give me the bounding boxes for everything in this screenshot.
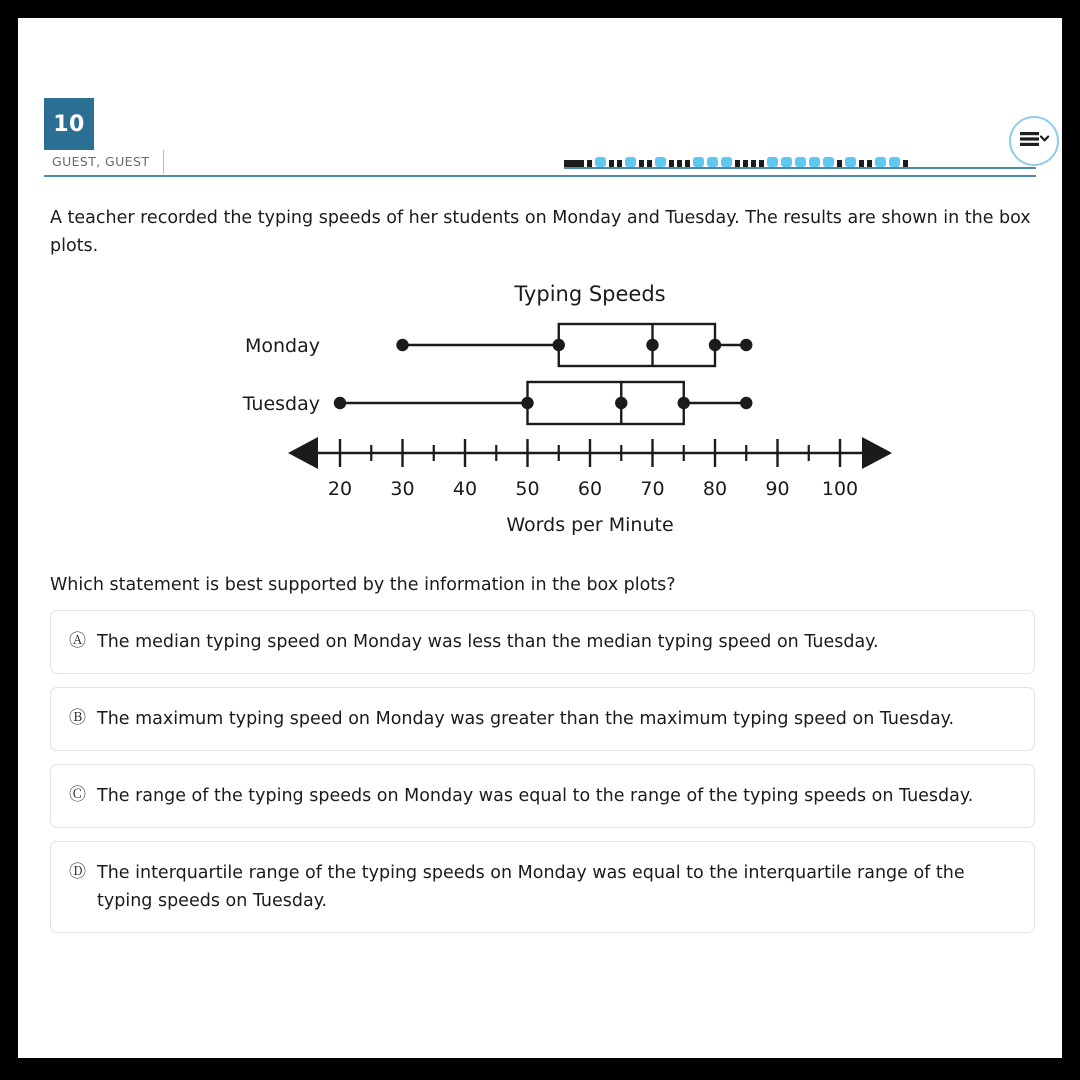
hamburger-chevron-icon	[1018, 128, 1050, 154]
progress-segment[interactable]	[837, 160, 842, 167]
category-label: Monday	[244, 335, 320, 357]
choice-letter-badge: Ⓐ	[69, 631, 86, 651]
progress-segment[interactable]	[617, 160, 622, 167]
x-axis	[288, 437, 892, 536]
marker-median	[615, 397, 627, 409]
box-plot-figure	[50, 273, 1035, 543]
progress-segment[interactable]	[903, 160, 908, 167]
choice-letter-badge: Ⓓ	[69, 862, 86, 882]
progress-strip[interactable]	[564, 149, 1036, 167]
marker-max	[740, 397, 752, 409]
marker-median	[646, 339, 658, 351]
question-stem: A teacher recorded the typing speeds of her students on Monday and Tuesday. The results are shown in the box plots.	[50, 208, 1031, 256]
choice-text: The interquartile range of the typing speeds on Monday was equal to the interquartile range of the typing speeds on Tuesday.	[97, 863, 965, 911]
x-axis-label: Words per Minute	[506, 514, 674, 536]
axis-arrow-left-icon	[288, 437, 318, 469]
answer-choice-b[interactable]	[50, 687, 1035, 751]
x-tick-label: 50	[515, 478, 540, 500]
choice-text: The maximum typing speed on Monday was greater than the maximum typing speed on Tuesday.	[97, 709, 955, 729]
marker-q3	[709, 339, 721, 351]
x-tick-label: 90	[765, 478, 790, 500]
box-plot-svg	[50, 273, 1035, 543]
choice-text: The median typing speed on Monday was less than the median typing speed on Tuesday.	[97, 632, 879, 652]
progress-segment[interactable]	[693, 157, 704, 167]
question-header	[18, 18, 1062, 178]
progress-segment[interactable]	[795, 157, 806, 167]
progress-segment[interactable]	[587, 160, 592, 167]
answer-choice-list	[50, 610, 1035, 946]
progress-baseline	[564, 167, 1036, 169]
answer-choice-a[interactable]	[50, 610, 1035, 674]
choice-letter-badge: Ⓑ	[69, 708, 86, 728]
progress-segment[interactable]	[781, 157, 792, 167]
guest-user-label: GUEST, GUEST	[44, 150, 164, 174]
progress-segment[interactable]	[759, 160, 764, 167]
progress-segment[interactable]	[809, 157, 820, 167]
x-tick-label: 40	[452, 478, 478, 500]
progress-segment[interactable]	[595, 157, 606, 167]
choice-letter-badge: Ⓒ	[69, 785, 86, 805]
user-bar	[44, 150, 164, 174]
progress-segment[interactable]	[751, 160, 756, 167]
progress-segment[interactable]	[721, 157, 732, 167]
choice-text: The range of the typing speeds on Monday was equal to the range of the typing speeds on Tuesday.	[97, 786, 974, 806]
marker-max	[740, 339, 752, 351]
category-label: Tuesday	[242, 393, 320, 415]
chart-title: Typing Speeds	[514, 282, 666, 306]
progress-segment[interactable]	[685, 160, 690, 167]
box-plot-series-monday	[245, 324, 752, 366]
marker-min	[396, 339, 408, 351]
progress-segment[interactable]	[845, 157, 856, 167]
progress-segment[interactable]	[743, 160, 748, 167]
progress-segment[interactable]	[859, 160, 864, 167]
progress-segment[interactable]	[823, 157, 834, 167]
x-tick-label: 80	[702, 478, 728, 500]
marker-q3	[678, 397, 690, 409]
axis-arrow-right-icon	[862, 437, 892, 469]
marker-min	[334, 397, 346, 409]
marker-q1	[521, 397, 533, 409]
progress-segment[interactable]	[655, 157, 666, 167]
x-tick-label: 20	[327, 478, 353, 500]
box-iqr	[528, 382, 684, 424]
progress-segment[interactable]	[609, 160, 614, 167]
answer-choice-c[interactable]	[50, 764, 1035, 828]
progress-segment[interactable]	[677, 160, 682, 167]
progress-segment[interactable]	[564, 160, 584, 167]
progress-segment[interactable]	[669, 160, 674, 167]
progress-segment[interactable]	[767, 157, 778, 167]
progress-segment[interactable]	[639, 160, 644, 167]
page-frame	[18, 18, 1062, 1058]
progress-segment[interactable]	[875, 157, 886, 167]
question-prompt: Which statement is best supported by the information in the box plots?	[50, 575, 676, 595]
header-divider	[44, 175, 1036, 177]
x-tick-label: 100	[821, 478, 859, 500]
x-tick-label: 30	[390, 478, 415, 500]
x-tick-label: 60	[577, 478, 603, 500]
box-plot-series-tuesday	[242, 382, 753, 424]
box-iqr	[559, 324, 715, 366]
marker-q1	[553, 339, 565, 351]
answer-choice-d[interactable]	[50, 841, 1035, 933]
question-number-badge: 10	[44, 98, 94, 150]
progress-segment[interactable]	[647, 160, 652, 167]
menu-button[interactable]	[1009, 116, 1059, 166]
x-tick-label: 70	[640, 478, 665, 500]
progress-segment[interactable]	[735, 160, 740, 167]
progress-segment[interactable]	[867, 160, 872, 167]
progress-segment[interactable]	[625, 157, 636, 167]
progress-segment[interactable]	[889, 157, 900, 167]
progress-segment[interactable]	[707, 157, 718, 167]
